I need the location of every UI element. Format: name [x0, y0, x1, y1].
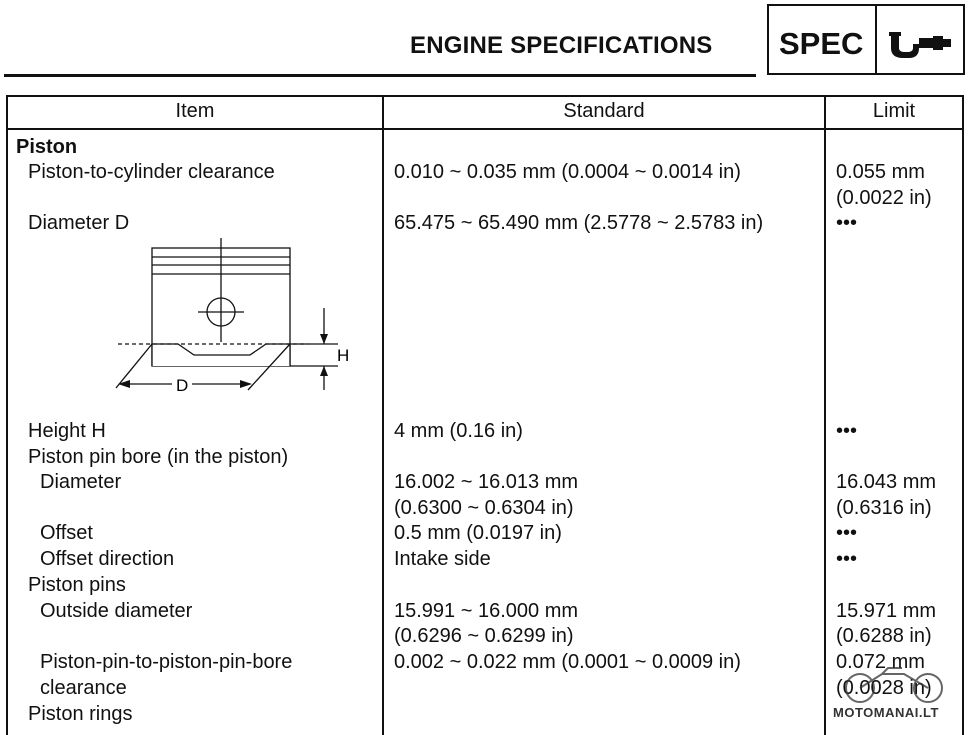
section-piston: Piston	[16, 136, 78, 158]
row-limit-value: 15.971 mm	[836, 600, 937, 622]
row-item-label: Offset direction	[40, 548, 175, 570]
row-limit-value: 16.043 mm	[836, 471, 937, 493]
spec-box-divider	[875, 6, 877, 73]
spec-box	[767, 4, 965, 75]
row-standard-value-2: (0.6300 ~ 0.6304 in)	[394, 497, 574, 519]
row-item-label: Outside diameter	[40, 600, 193, 622]
row-limit-value: 0.072 mm	[836, 651, 925, 673]
row-limit-value-2: (0.0022 in)	[836, 187, 932, 209]
row-item-label: Piston pin bore (in the piston)	[28, 446, 289, 468]
row-standard-value: 0.5 mm (0.0197 in)	[394, 522, 562, 544]
row-standard-value: 0.002 ~ 0.022 mm (0.0001 ~ 0.0009 in)	[394, 651, 741, 673]
label-d: D	[176, 376, 189, 395]
column-divider-2	[824, 95, 826, 735]
row-limit-value: •••	[836, 212, 858, 234]
row-item-label: Piston-pin-to-piston-pin-bore	[40, 651, 293, 673]
row-standard-value: 4 mm (0.16 in)	[394, 420, 523, 442]
spec-label: SPEC	[779, 26, 864, 61]
row-limit-value-2: (0.0028 in)	[836, 677, 932, 699]
row-item-label: Piston pins	[28, 574, 126, 596]
row-item-label: Height H	[28, 420, 106, 442]
row-limit-value: 0.055 mm	[836, 161, 925, 183]
column-header-standard: Standard	[563, 100, 645, 122]
title-rule	[4, 74, 756, 77]
row-limit-value: •••	[836, 522, 858, 544]
row-limit-value-2: (0.6316 in)	[836, 497, 932, 519]
row-item-label: Diameter D	[28, 212, 130, 234]
row-standard-value: 65.475 ~ 65.490 mm (2.5778 ~ 2.5783 in)	[394, 212, 764, 234]
watermark-text: MOTOMANAI.LT	[833, 705, 939, 720]
row-item-label: Piston-to-cylinder clearance	[28, 161, 275, 183]
row-item-label-2: clearance	[40, 677, 127, 699]
row-standard-value: 0.010 ~ 0.035 mm (0.0004 ~ 0.0014 in)	[394, 161, 741, 183]
column-header-item: Item	[175, 100, 215, 122]
column-divider-1	[382, 95, 384, 735]
row-standard-value: 15.991 ~ 16.000 mm	[394, 600, 579, 622]
row-item-label: Diameter	[40, 471, 122, 493]
row-standard-value: 16.002 ~ 16.013 mm	[394, 471, 579, 493]
row-item-label: Piston rings	[28, 703, 133, 725]
row-limit-value: •••	[836, 548, 858, 570]
row-standard-value-2: (0.6296 ~ 0.6299 in)	[394, 625, 574, 647]
row-limit-value-2: (0.6288 in)	[836, 625, 932, 647]
motorcycle-watermark-icon	[842, 664, 952, 704]
row-limit-value: •••	[836, 420, 858, 442]
row-standard-value: Intake side	[394, 548, 491, 570]
page-title: ENGINE SPECIFICATIONS	[410, 32, 713, 59]
column-header-limit: Limit	[872, 100, 916, 122]
micrometer-icon	[887, 28, 953, 62]
piston-diagram	[108, 238, 358, 398]
label-h: H	[337, 346, 350, 365]
header-divider	[6, 128, 964, 130]
row-item-label: Offset	[40, 522, 93, 544]
